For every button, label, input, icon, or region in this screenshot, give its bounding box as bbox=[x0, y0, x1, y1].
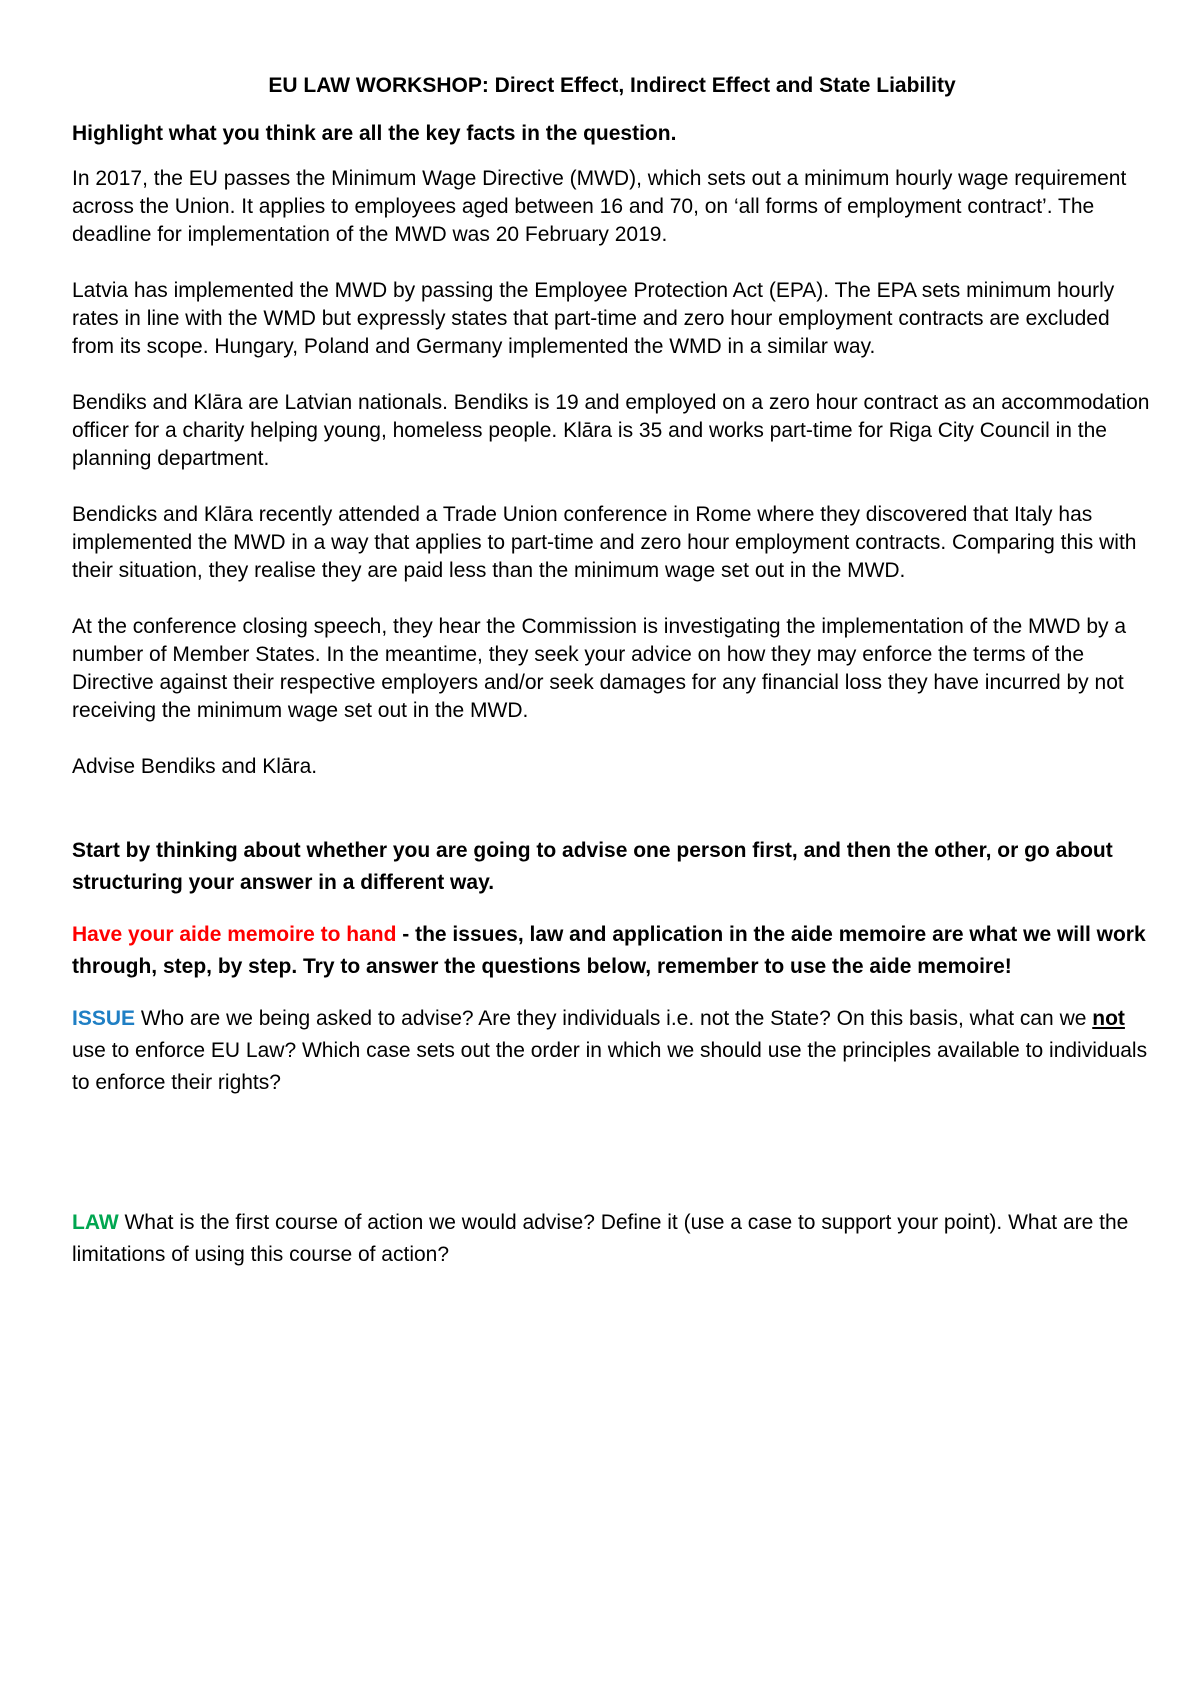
fact-paragraph-2: Latvia has implemented the MWD by passing the Employee Protection Act (EPA). The EPA sets minimum hourly rates in line with the WMD but expressly states that part-time and zero hour employment contracts are excluded from its scope. Hungary, Poland and Germany implemented the WMD in a similar way. bbox=[72, 279, 1115, 358]
aide-memoire-text: - the issues, law and application in the aide memoire are what we will work through, step, by step. Try to answer the questions below, remember to use the aide memoire! bbox=[72, 923, 1146, 978]
fact-paragraph-5: At the conference closing speech, they hear the Commission is investigating the implementation of the MWD by a number of Member States. In the meantime, they seek your advice on how they may enforce the terms of the Directive against their respective employers and/or seek damages for any financial loss they have incurred by not receiving the minimum wage set out in the MWD. bbox=[72, 615, 1127, 722]
highlight-instruction: Highlight what you think are all the key facts in the question. bbox=[72, 122, 677, 145]
issue-text-after: use to enforce EU Law? Which case sets out the order in which we should use the principles available to individuals to enforce their rights? bbox=[72, 1039, 1148, 1094]
aide-memoire-note bbox=[72, 919, 1152, 983]
issue-label: ISSUE bbox=[72, 1007, 136, 1030]
law-label: LAW bbox=[72, 1211, 119, 1234]
fact-paragraph-1: In 2017, the EU passes the Minimum Wage Directive (MWD), which sets out a minimum hourly wage requirement across the Union. It applies to employees aged between 16 and 70, on ‘all forms of employment contract’. The deadline for implementation of the MWD was 20 February 2019. bbox=[72, 167, 1127, 246]
fact-paragraph-4: Bendicks and Klāra recently attended a Trade Union conference in Rome where they discovered that Italy has implemented the MWD in a way that applies to part-time and zero hour employment contracts. Comparing this with their situation, they realise they are paid less than the minimum wage set out in the MWD. bbox=[72, 503, 1137, 582]
document-page bbox=[72, 72, 1152, 1379]
issue-question bbox=[72, 1003, 1152, 1099]
fact-paragraph-3: Bendiks and Klāra are Latvian nationals. Bendiks is 19 and employed on a zero hour contract as an accommodation officer for a charity helping young, homeless people. Klāra is 35 and works part-time for Riga City Council in the planning department. bbox=[72, 391, 1150, 470]
law-question bbox=[72, 1207, 1152, 1271]
structure-note: Start by thinking about whether you are going to advise one person first, and then the other, or go about structuring your answer in a different way. bbox=[72, 839, 1113, 894]
law-text: What is the first course of action we would advise? Define it (use a case to support your point). What are the limitations of using this course of action? bbox=[72, 1211, 1129, 1266]
issue-emphasis: not bbox=[1092, 1007, 1125, 1030]
document-title: EU LAW WORKSHOP: Direct Effect, Indirect Effect and State Liability bbox=[268, 74, 956, 97]
aide-memoire-highlight: Have your aide memoire to hand bbox=[72, 923, 397, 946]
issue-text-before: Who are we being asked to advise? Are they individuals i.e. not the State? On this basis, what can we bbox=[135, 1007, 1093, 1030]
advise-line: Advise Bendiks and Klāra. bbox=[72, 755, 318, 778]
